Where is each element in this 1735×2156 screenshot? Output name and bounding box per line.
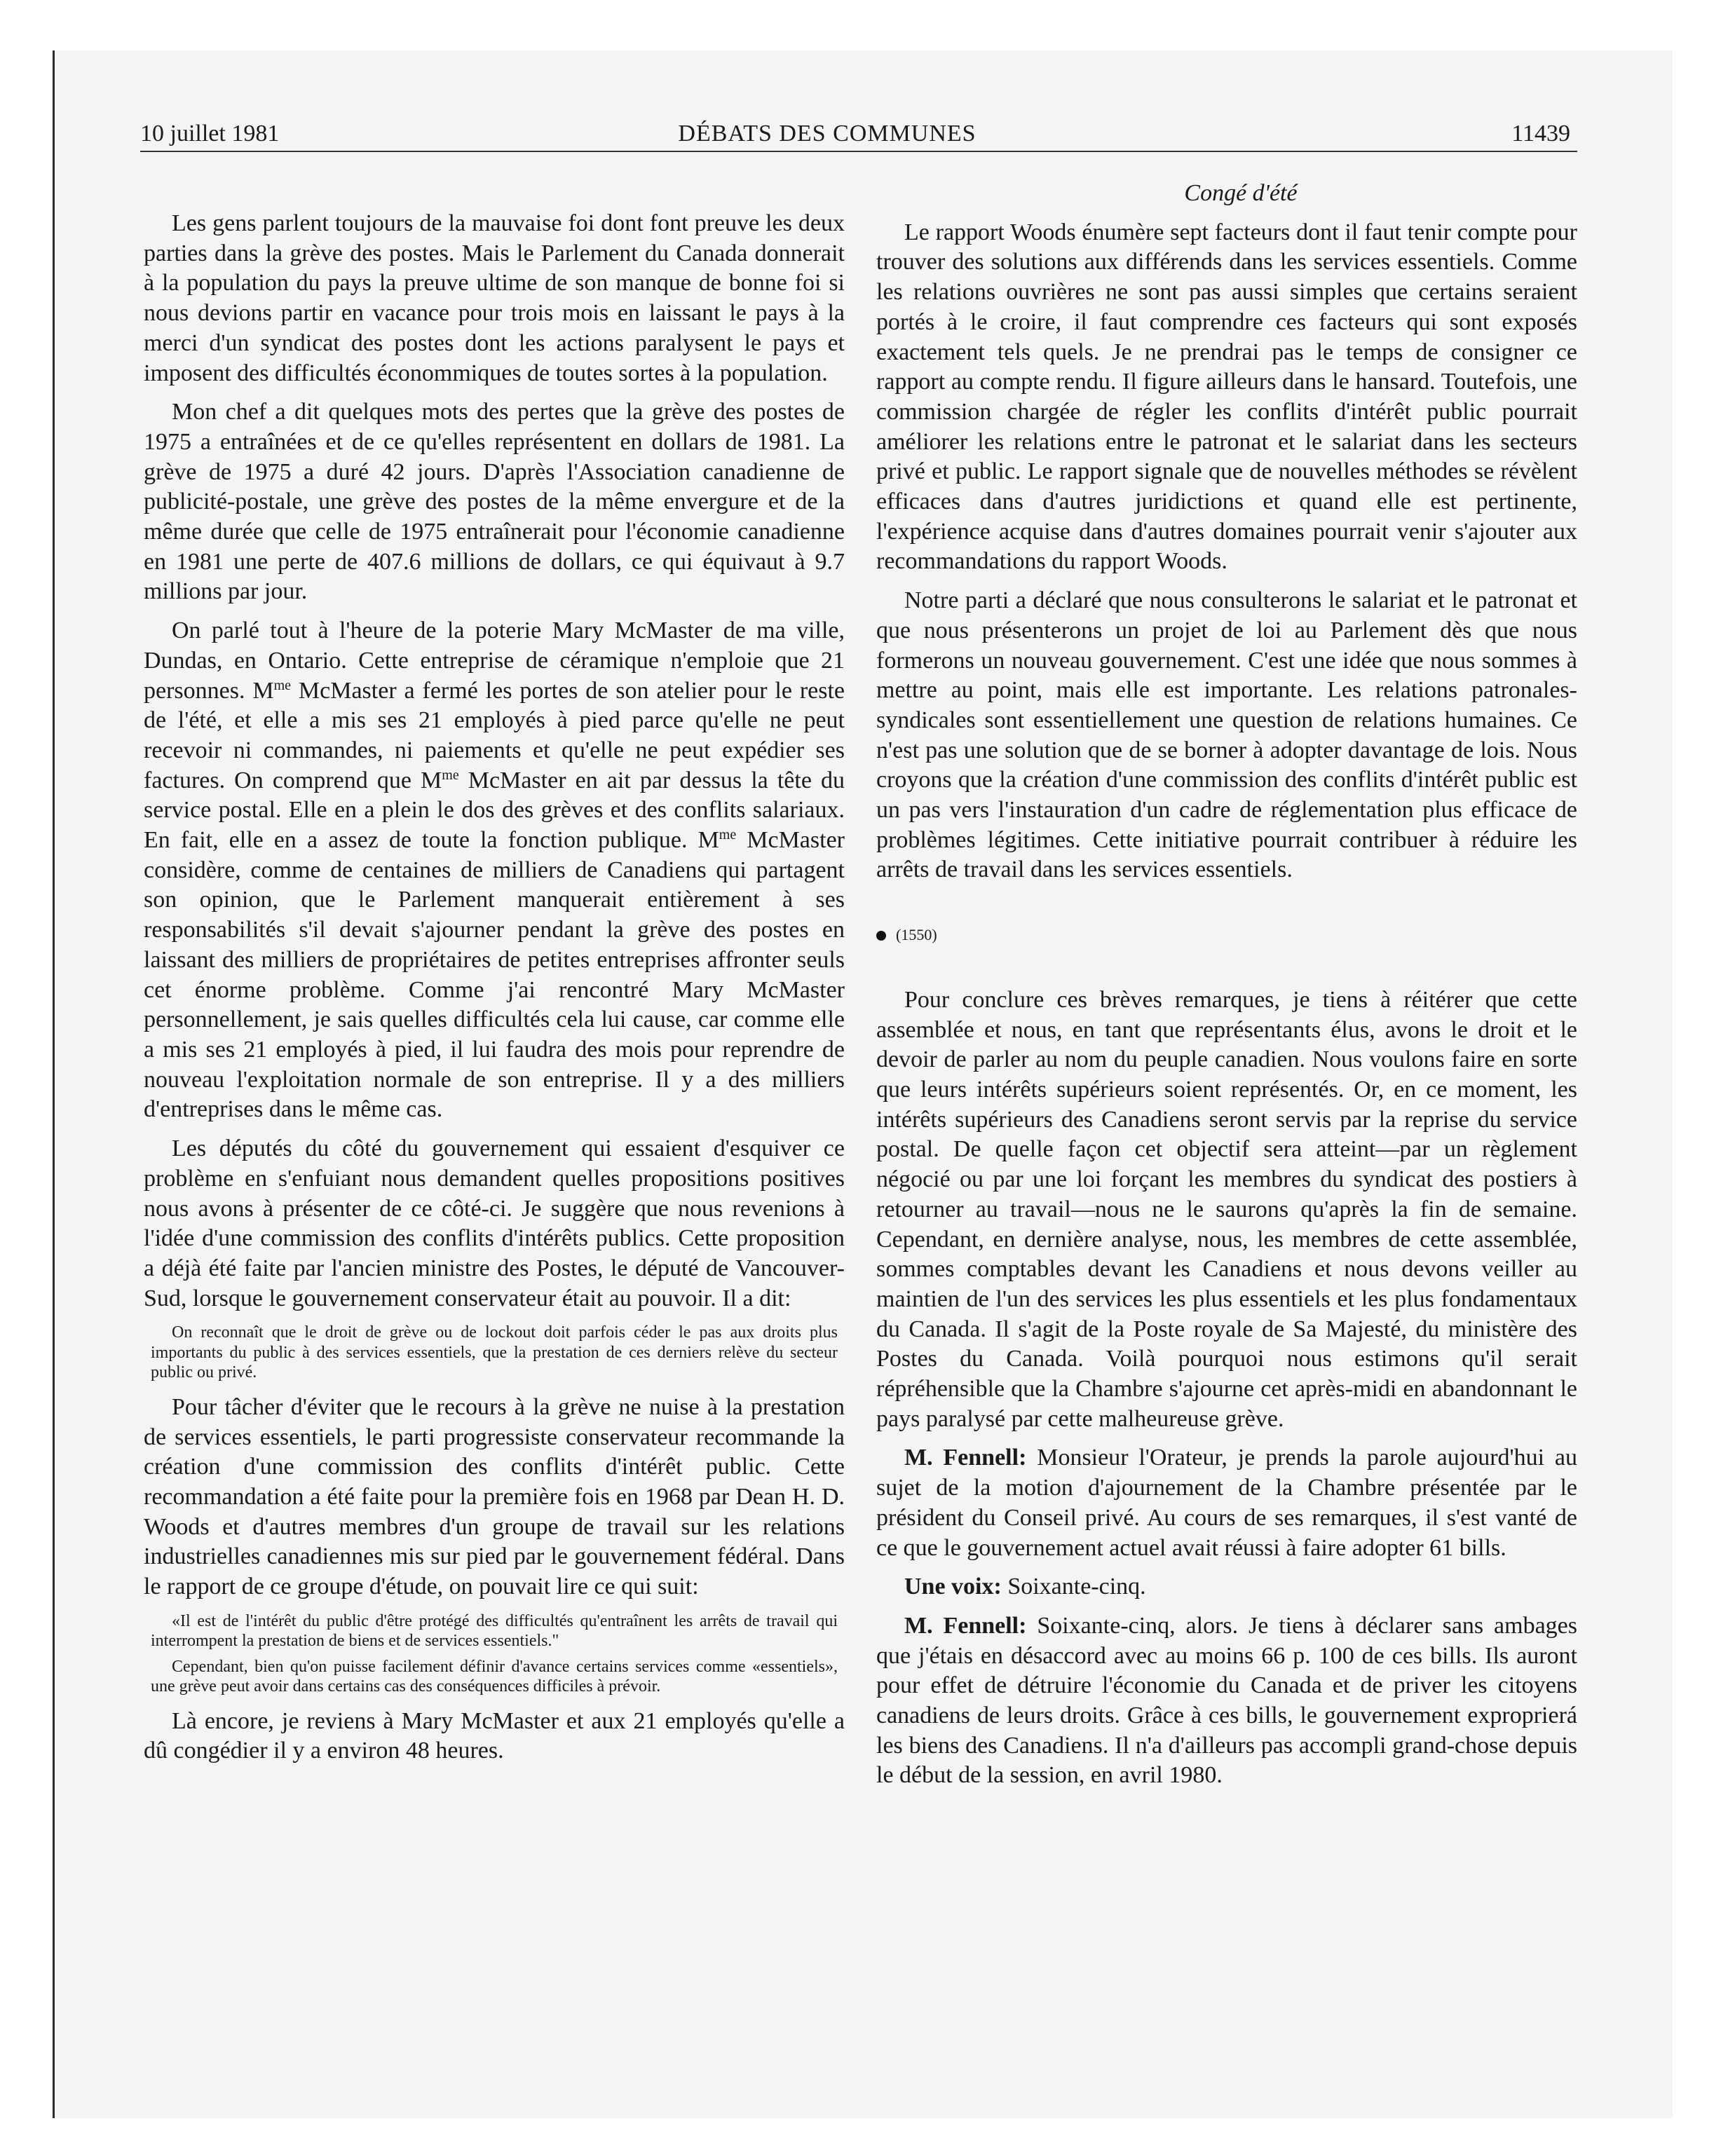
header-rule: [140, 151, 1577, 152]
paragraph: Pour conclure ces brèves remarques, je tiens à réitérer que cette assemblée et nous, en tant que représentants élus, avons le droit et le devoir de parler au nom du peuple canadien. Nous voulons faire en sorte que leurs intérêts supérieurs soient représentés. Or, en ce moment, les intérêts supérieurs des Canadiens seront servis par la reprise du service postal. De quelle façon cet objectif sera atteint—par un règlement négocié ou par une loi forçant les membres du syndicat des postiers à retourner au travail—nous ne le saurons qu'après la fin de semaine. Cependant, en dernière analyse, nous, les membres de cette assemblée, sommes comptables devant les Canadiens et nous devons veiller au maintien de l'un des services les plus essentiels et les plus fondamentaux du Canada. Il s'agit de la Poste royale de Sa Majesté, du ministère des Postes du Canada. Voilà pourquoi nous estimons qu'il serait répréhensible que la Chambre s'ajourne cet après-midi en abandonnant le pays paralysé par cette malheureuse grève.: [876, 986, 1577, 1432]
header-page-number: 11439: [1511, 121, 1570, 146]
running-title: Congé d'été: [1184, 180, 1298, 206]
header-date: 10 juillet 1981: [140, 121, 280, 146]
paragraph: Les députés du côté du gouvernement qui essaient d'esquiver ce problème en s'enfuiant nous demandent quelles propositions positives nous avons à présenter de ce côté-ci. Je suggère que nous revenions à l'idée d'une commission des conflits d'intérêts publics. Cette proposition a déjà été faite par l'ancien ministre des Postes, le député de Vancouver-Sud, lorsque le gouvernement conservateur était au pouvoir. Il a dit:: [144, 1135, 845, 1311]
block-quote: «Il est de l'intérêt du public d'être protégé des difficultés qu'entraînent les arrêts de travail qui interrompent la prestation de biens et de services essentiels.": [151, 1611, 838, 1651]
header-title: DÉBATS DES COMMUNES: [678, 121, 977, 146]
speaker-name: M. Fennell:: [904, 1445, 1027, 1471]
time-marker: [876, 920, 1577, 950]
left-column: [144, 209, 845, 1775]
bullet-icon: [876, 931, 886, 941]
speech: Une voix: Soixante-cinq.: [904, 1574, 1146, 1600]
speaker-name: Une voix:: [904, 1574, 1002, 1600]
paragraph: Notre parti a déclaré que nous consulterons le salariat et le patronat et que nous présenterons un projet de loi au Parlement dès que nous formerons un nouveau gouvernement. C'est une idée que nous sommes à mettre au point, mais elle est importante. Les relations patronales-syndicales sont essentiellement une question de relations humaines. Ce n'est pas une solution que de se borner à adopter davantage de lois. Nous croyons que la création d'une commission des conflits d'intérêt public est un pas vers l'instauration d'un cadre de réglementation plus efficace de problèmes légitimes. Cette initiative pourrait contribuer à réduire les arrêts de travail dans les services essentiels.: [876, 587, 1577, 883]
paragraph: Les gens parlent toujours de la mauvaise foi dont font preuve les deux parties dans la grève des postes. Mais le Parlement du Canada donnerait à la population du pays la preuve ultime de son manque de bonne foi si nous devions partir en vacance pour trois mois en laissant le pays à la merci d'un syndicat des postes dont les actions paralysent le pays et imposent des difficultés économmiques de toutes sortes à la population.: [144, 210, 845, 386]
paragraph: Mon chef a dit quelques mots des pertes que la grève des postes de 1975 a entraînées et de ce qu'elles représentent en dollars de 1981. La grève de 1975 a duré 42 jours. D'après l'Association canadienne de publicité-postale, une grève des postes de la même envergure et de la même durée que celle de 1975 entraînerait pour l'économie canadienne en 1981 une perte de 407.6 millions de dollars, ce qui équivaut à 9.7 millions par jour.: [144, 399, 845, 605]
paragraph: Là encore, je reviens à Mary McMaster et aux 21 employés qu'elle a dû congédier il y a environ 48 heures.: [144, 1707, 845, 1764]
block-quote: On reconnaît que le droit de grève ou de lockout doit parfois céder le pas aux droits plus importants du public à des services essentiels, que la prestation de ces derniers relève du secteur public ou privé.: [151, 1323, 838, 1382]
time-marker-label: (1550): [896, 926, 937, 944]
paragraph: Pour tâcher d'éviter que le recours à la grève ne nuise à la prestation de services essentiels, le parti progressiste conservateur recommande la création d'une commission des conflits d'intérêt public. Cette recommandation a été faite pour la première fois en 1968 par Dean H. D. Woods et d'autres membres d'un groupe de travail sur les relations industrielles canadiennes mis sur pied par le gouvernement fédéral. Dans le rapport de ce groupe d'étude, on pouvait lire ce qui suit:: [144, 1393, 845, 1600]
speaker-name: M. Fennell:: [904, 1612, 1027, 1639]
page-header: [84, 70, 1570, 154]
paragraph: Le rapport Woods énumère sept facteurs dont il faut tenir compte pour trouver des solutions aux différends dans les services essentiels. Comme les relations ouvrières ne sont pas aussi simples que certains seraient portés à le croire, il faut comprendre ces facteurs qui sont exposés exactement tels quels. Je ne prendrai pas le temps de consigner ce rapport au compte rendu. Il figure ailleurs dans le hansard. Toutefois, une commission chargée de régler les conflits d'intérêt public pourrait améliorer les relations entre le patronat et le salariat dans les secteurs privé et public. Le rapport signale que de nouvelles méthodes se révèlent efficaces dans d'autres juridictions et quand elle est pertinente, l'expérience acquise dans d'autres domaines pourrait venir s'ajouter aux recommandations du rapport Woods.: [876, 219, 1577, 575]
paragraph: On parlé tout à l'heure de la poterie Mary McMaster de ma ville, Dundas, en Ontario. Cette entreprise de céramique n'emploie que 21 personnes. $M^{me}$ McMaster a fermé les portes de son atelier pour le reste de l'été, et elle a mis ses 21 employés à pied parce qu'elle ne peut recevoir ni commandes, ni paiements et qu'elle ne peut expédier ses factures. On comprend que $M^{me}$ McMaster en ait par dessus la tête du service postal. Elle en a plein le dos des grèves et des conflits salariaux. En fait, elle en a assez de toute la fonction publique. $M^{me}$ McMaster considère, comme de centaines de milliers de Canadiens qui partagent son opinion, que le Parlement manquerait entièrement à ses responsabilités s'il devait s'ajourner pendant la grève des postes en laissant des milliers de propriétaires de petites entreprises affronter seuls cet énorme problème. Comme j'ai rencontré Mary McMaster personnellement, je sais quelles difficultés cela lui cause, car comme elle a mis ses 21 employés à pied, il lui faudra des mois pour reprendre de nouveau l'exploitation normale de son entreprise. Il y a des milliers d'entreprises dans le même cas.: [144, 618, 845, 1123]
right-column: [876, 179, 1577, 1800]
speech: M. Fennell: Monsieur l'Orateur, je prends la parole aujourd'hui au sujet de la motion d'ajournement de la Chambre présentée par le président du Conseil privé. Au cours de ses remarques, il s'est vanté de ce que le gouvernement actuel avait réussi à faire adopter 61 bills.: [876, 1445, 1577, 1561]
speech: M. Fennell: Soixante-cinq, alors. Je tiens à déclarer sans ambages que j'étais en désaccord avec au moins 66 p. 100 de ces bills. Ils auront pour effet de détruire l'économie du Canada et de priver les citoyens canadiens de leurs droits. Grâce à ces bills, le gouvernement exproprierá les biens des Canadiens. Il n'a d'ailleurs pas accompli grand-chose depuis le début de la session, en avril 1980.: [876, 1612, 1577, 1789]
block-quote: Cependant, bien qu'on puisse facilement définir d'avance certains services comme «essentiels», une grève peut avoir dans certains cas des conséquences difficiles à prévoir.: [151, 1657, 838, 1696]
